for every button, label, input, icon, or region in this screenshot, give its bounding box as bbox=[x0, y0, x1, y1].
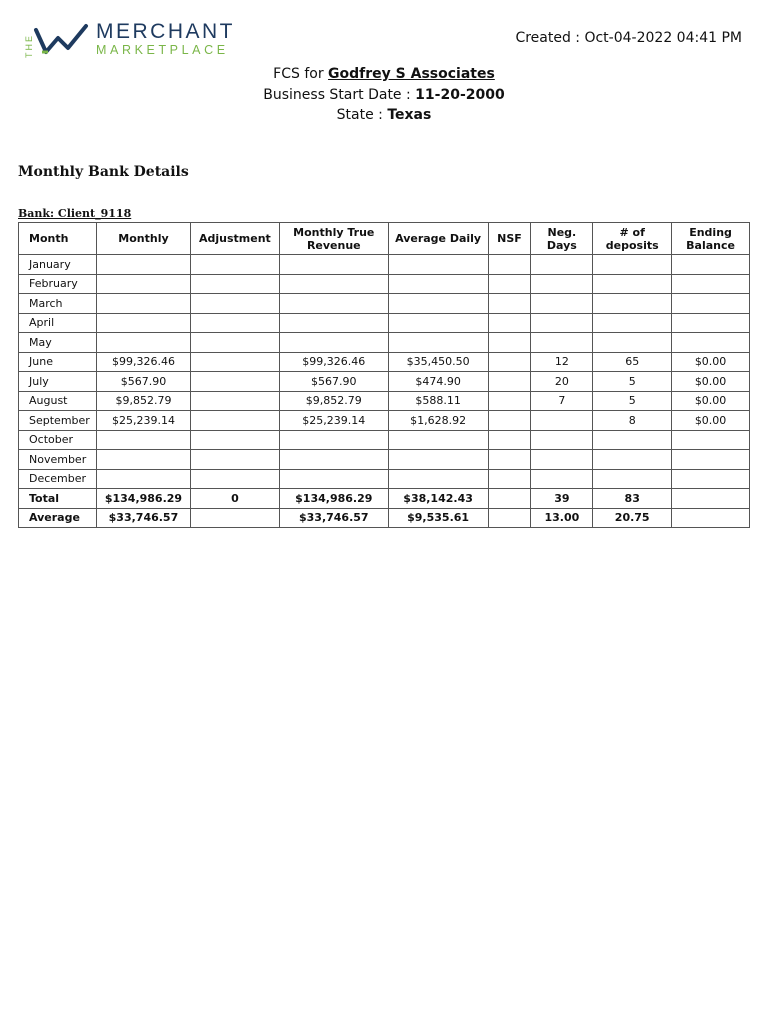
table-cell bbox=[388, 333, 488, 353]
table-cell bbox=[279, 450, 388, 470]
table-cell bbox=[388, 469, 488, 489]
table-cell bbox=[672, 333, 750, 353]
table-cell bbox=[96, 430, 190, 450]
table-cell bbox=[96, 333, 190, 353]
table-row bbox=[19, 255, 750, 275]
table-cell: October bbox=[19, 430, 97, 450]
logo-check-mark-icon bbox=[36, 26, 86, 52]
table-cell bbox=[531, 313, 593, 333]
table-row bbox=[19, 430, 750, 450]
table-cell bbox=[488, 450, 531, 470]
table-cell bbox=[531, 469, 593, 489]
table-cell: 20.75 bbox=[593, 508, 672, 528]
table-cell: $134,986.29 bbox=[279, 489, 388, 509]
state-line: State : Texas bbox=[336, 107, 432, 123]
table-cell: $588.11 bbox=[388, 391, 488, 411]
table-cell bbox=[531, 255, 593, 275]
table-cell: $35,450.50 bbox=[388, 352, 488, 372]
table-cell bbox=[488, 352, 531, 372]
table-cell: $9,852.79 bbox=[96, 391, 190, 411]
table-cell: 7 bbox=[531, 391, 593, 411]
start-date-line: Business Start Date : 11-20-2000 bbox=[263, 86, 505, 103]
table-cell: $99,326.46 bbox=[96, 352, 190, 372]
table-cell: Total bbox=[19, 489, 97, 509]
table-row bbox=[19, 313, 750, 333]
table-cell bbox=[488, 372, 531, 392]
table-row bbox=[19, 294, 750, 314]
table-cell bbox=[672, 294, 750, 314]
table-cell bbox=[96, 469, 190, 489]
table-cell bbox=[388, 274, 488, 294]
table-cell: February bbox=[19, 274, 97, 294]
created-timestamp: Created : Oct-04-2022 04:41 PM bbox=[515, 30, 742, 46]
table-cell: $9,852.79 bbox=[279, 391, 388, 411]
table-cell bbox=[279, 333, 388, 353]
table-row bbox=[19, 333, 750, 353]
table-cell bbox=[593, 333, 672, 353]
column-header: Adjustment bbox=[190, 223, 279, 255]
table-cell bbox=[593, 450, 672, 470]
table-cell bbox=[279, 294, 388, 314]
table-row bbox=[19, 352, 750, 372]
table-cell bbox=[190, 313, 279, 333]
table-cell bbox=[531, 274, 593, 294]
logo-side-text: THE bbox=[24, 34, 34, 58]
column-header: Average Daily bbox=[388, 223, 488, 255]
table-cell bbox=[672, 274, 750, 294]
table-cell bbox=[190, 372, 279, 392]
table-cell: $1,628.92 bbox=[388, 411, 488, 431]
table-cell: $33,746.57 bbox=[279, 508, 388, 528]
business-name: Godfrey S Associates bbox=[328, 66, 495, 82]
table-cell bbox=[190, 274, 279, 294]
table-cell bbox=[279, 255, 388, 275]
table-cell: November bbox=[19, 450, 97, 470]
table-cell bbox=[488, 274, 531, 294]
table-cell bbox=[388, 313, 488, 333]
table-row bbox=[19, 411, 750, 431]
table-row bbox=[19, 469, 750, 489]
table-cell bbox=[672, 489, 750, 509]
report-header bbox=[0, 64, 768, 126]
table-cell bbox=[190, 411, 279, 431]
table-cell bbox=[488, 391, 531, 411]
table-cell: 13.00 bbox=[531, 508, 593, 528]
bank-label: Bank: Client_9118 bbox=[18, 207, 132, 220]
logo-line1: MERCHANT bbox=[96, 20, 235, 43]
column-header: Monthly bbox=[96, 223, 190, 255]
logo-line2: MARKETPLACE bbox=[96, 43, 229, 57]
table-cell: 12 bbox=[531, 352, 593, 372]
table-cell bbox=[593, 255, 672, 275]
table-cell: May bbox=[19, 333, 97, 353]
table-cell bbox=[531, 333, 593, 353]
table-cell bbox=[488, 313, 531, 333]
table-cell bbox=[388, 450, 488, 470]
table-cell: January bbox=[19, 255, 97, 275]
table-cell bbox=[190, 508, 279, 528]
fcs-line: FCS for Godfrey S Associates bbox=[273, 66, 495, 82]
monthly-bank-table bbox=[18, 222, 750, 528]
table-cell bbox=[96, 450, 190, 470]
table-cell bbox=[388, 430, 488, 450]
table-cell: August bbox=[19, 391, 97, 411]
table-cell bbox=[190, 430, 279, 450]
table-cell bbox=[96, 313, 190, 333]
table-cell: $25,239.14 bbox=[279, 411, 388, 431]
table-cell: Average bbox=[19, 508, 97, 528]
table-cell bbox=[190, 391, 279, 411]
column-header: Monthly True Revenue bbox=[279, 223, 388, 255]
table-cell: 5 bbox=[593, 391, 672, 411]
table-cell bbox=[488, 489, 531, 509]
table-cell bbox=[672, 469, 750, 489]
table-cell bbox=[593, 430, 672, 450]
table-cell bbox=[96, 255, 190, 275]
table-cell bbox=[279, 313, 388, 333]
table-cell bbox=[672, 255, 750, 275]
table-cell bbox=[531, 411, 593, 431]
table-cell bbox=[488, 508, 531, 528]
table-cell bbox=[488, 411, 531, 431]
table-cell: December bbox=[19, 469, 97, 489]
table-cell: 83 bbox=[593, 489, 672, 509]
table-cell: April bbox=[19, 313, 97, 333]
table-cell bbox=[190, 294, 279, 314]
table-cell bbox=[190, 333, 279, 353]
table-cell: $0.00 bbox=[672, 352, 750, 372]
table-header-row bbox=[19, 223, 750, 255]
column-header: Month bbox=[19, 223, 97, 255]
table-cell bbox=[672, 313, 750, 333]
table-cell: 8 bbox=[593, 411, 672, 431]
table-cell: $134,986.29 bbox=[96, 489, 190, 509]
merchant-marketplace-logo bbox=[22, 18, 252, 60]
table-cell: 20 bbox=[531, 372, 593, 392]
table-cell bbox=[96, 294, 190, 314]
table-cell bbox=[672, 508, 750, 528]
table-cell bbox=[593, 294, 672, 314]
table-cell: July bbox=[19, 372, 97, 392]
table-cell: June bbox=[19, 352, 97, 372]
table-cell bbox=[190, 450, 279, 470]
table-cell: $25,239.14 bbox=[96, 411, 190, 431]
table-cell: $9,535.61 bbox=[388, 508, 488, 528]
table-cell: $0.00 bbox=[672, 391, 750, 411]
table-cell bbox=[388, 255, 488, 275]
column-header: Neg. Days bbox=[531, 223, 593, 255]
table-cell: $567.90 bbox=[279, 372, 388, 392]
table-row bbox=[19, 450, 750, 470]
table-cell bbox=[488, 469, 531, 489]
table-cell: 65 bbox=[593, 352, 672, 372]
table-cell: March bbox=[19, 294, 97, 314]
table-cell bbox=[593, 313, 672, 333]
table-cell bbox=[190, 255, 279, 275]
table-cell bbox=[488, 430, 531, 450]
start-date-value: 11-20-2000 bbox=[415, 86, 505, 103]
table-cell bbox=[96, 274, 190, 294]
table-cell: 5 bbox=[593, 372, 672, 392]
table-cell: $99,326.46 bbox=[279, 352, 388, 372]
table-cell bbox=[593, 274, 672, 294]
table-cell bbox=[672, 430, 750, 450]
summary-row bbox=[19, 489, 750, 509]
table-cell bbox=[488, 255, 531, 275]
table-cell bbox=[531, 294, 593, 314]
table-cell bbox=[672, 450, 750, 470]
table-row bbox=[19, 391, 750, 411]
summary-row bbox=[19, 508, 750, 528]
table-cell: $38,142.43 bbox=[388, 489, 488, 509]
table-cell: $567.90 bbox=[96, 372, 190, 392]
column-header: NSF bbox=[488, 223, 531, 255]
table-cell: 0 bbox=[190, 489, 279, 509]
column-header: # of deposits bbox=[593, 223, 672, 255]
table-row bbox=[19, 274, 750, 294]
table-cell bbox=[488, 294, 531, 314]
table-cell: $0.00 bbox=[672, 411, 750, 431]
table-cell bbox=[488, 333, 531, 353]
section-title: Monthly Bank Details bbox=[18, 164, 189, 180]
table-cell bbox=[531, 450, 593, 470]
table-cell: 39 bbox=[531, 489, 593, 509]
state-value: Texas bbox=[387, 107, 432, 123]
table-cell: $33,746.57 bbox=[96, 508, 190, 528]
table-cell bbox=[190, 469, 279, 489]
table-cell bbox=[279, 430, 388, 450]
table-cell: $474.90 bbox=[388, 372, 488, 392]
table-cell bbox=[279, 469, 388, 489]
table-cell bbox=[531, 430, 593, 450]
table-cell bbox=[388, 294, 488, 314]
column-header: Ending Balance bbox=[672, 223, 750, 255]
table-cell: $0.00 bbox=[672, 372, 750, 392]
table-cell bbox=[279, 274, 388, 294]
table-cell bbox=[190, 352, 279, 372]
table-cell bbox=[593, 469, 672, 489]
table-row bbox=[19, 372, 750, 392]
table-cell: September bbox=[19, 411, 97, 431]
